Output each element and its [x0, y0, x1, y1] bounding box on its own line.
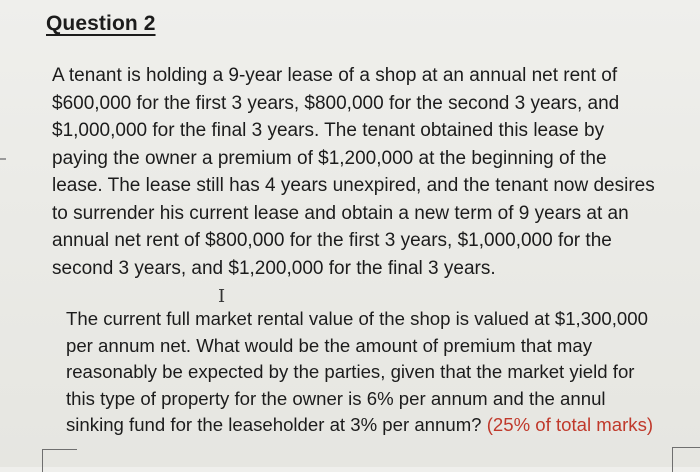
- text-line: to surrender his current lease and obtain a new term of 9 years at an: [52, 202, 629, 224]
- page-edge-mark: [0, 158, 6, 160]
- text-line: annual net rent of $800,000 for the first 3 years, $1,000,000 for the: [52, 230, 612, 251]
- paper-corner-left: [42, 449, 77, 472]
- text-line-last: [66, 412, 653, 439]
- paper-corner-right: [672, 447, 700, 472]
- text-line: per annum net. What would be the amount of premium that may: [66, 334, 593, 356]
- text-cursor-icon: I: [218, 286, 226, 307]
- text-line: $600,000 for the first 3 years, $800,000 for the second 3 years, and: [52, 92, 620, 114]
- marks-note: (25% of total marks): [486, 414, 654, 435]
- text-line: reasonably be expected by the parties, given that the market yield for: [66, 361, 635, 382]
- text-line: second 3 years, and $1,200,000 for the final 3 years.: [52, 257, 496, 279]
- question-title: Question 2: [46, 12, 156, 35]
- last-line-text: sinking fund for the leaseholder at 3% per annum?: [66, 414, 487, 435]
- text-line: The current full market rental value of the shop is valued at $1,300,000: [66, 308, 648, 329]
- question-paragraph-2: [66, 306, 653, 439]
- text-line: $1,000,000 for the final 3 years. The tenant obtained this lease by: [52, 120, 605, 141]
- text-line: A tenant is holding a 9-year lease of a shop at an annual net rent of: [52, 65, 618, 86]
- text-line: paying the owner a premium of $1,200,000 at the beginning of the: [52, 147, 607, 169]
- text-line: lease. The lease still has 4 years unexpired, and the tenant now desires: [52, 175, 655, 196]
- text-line: this type of property for the owner is 6% per annum and the annul: [66, 387, 606, 409]
- question-paragraph-1: [52, 62, 655, 282]
